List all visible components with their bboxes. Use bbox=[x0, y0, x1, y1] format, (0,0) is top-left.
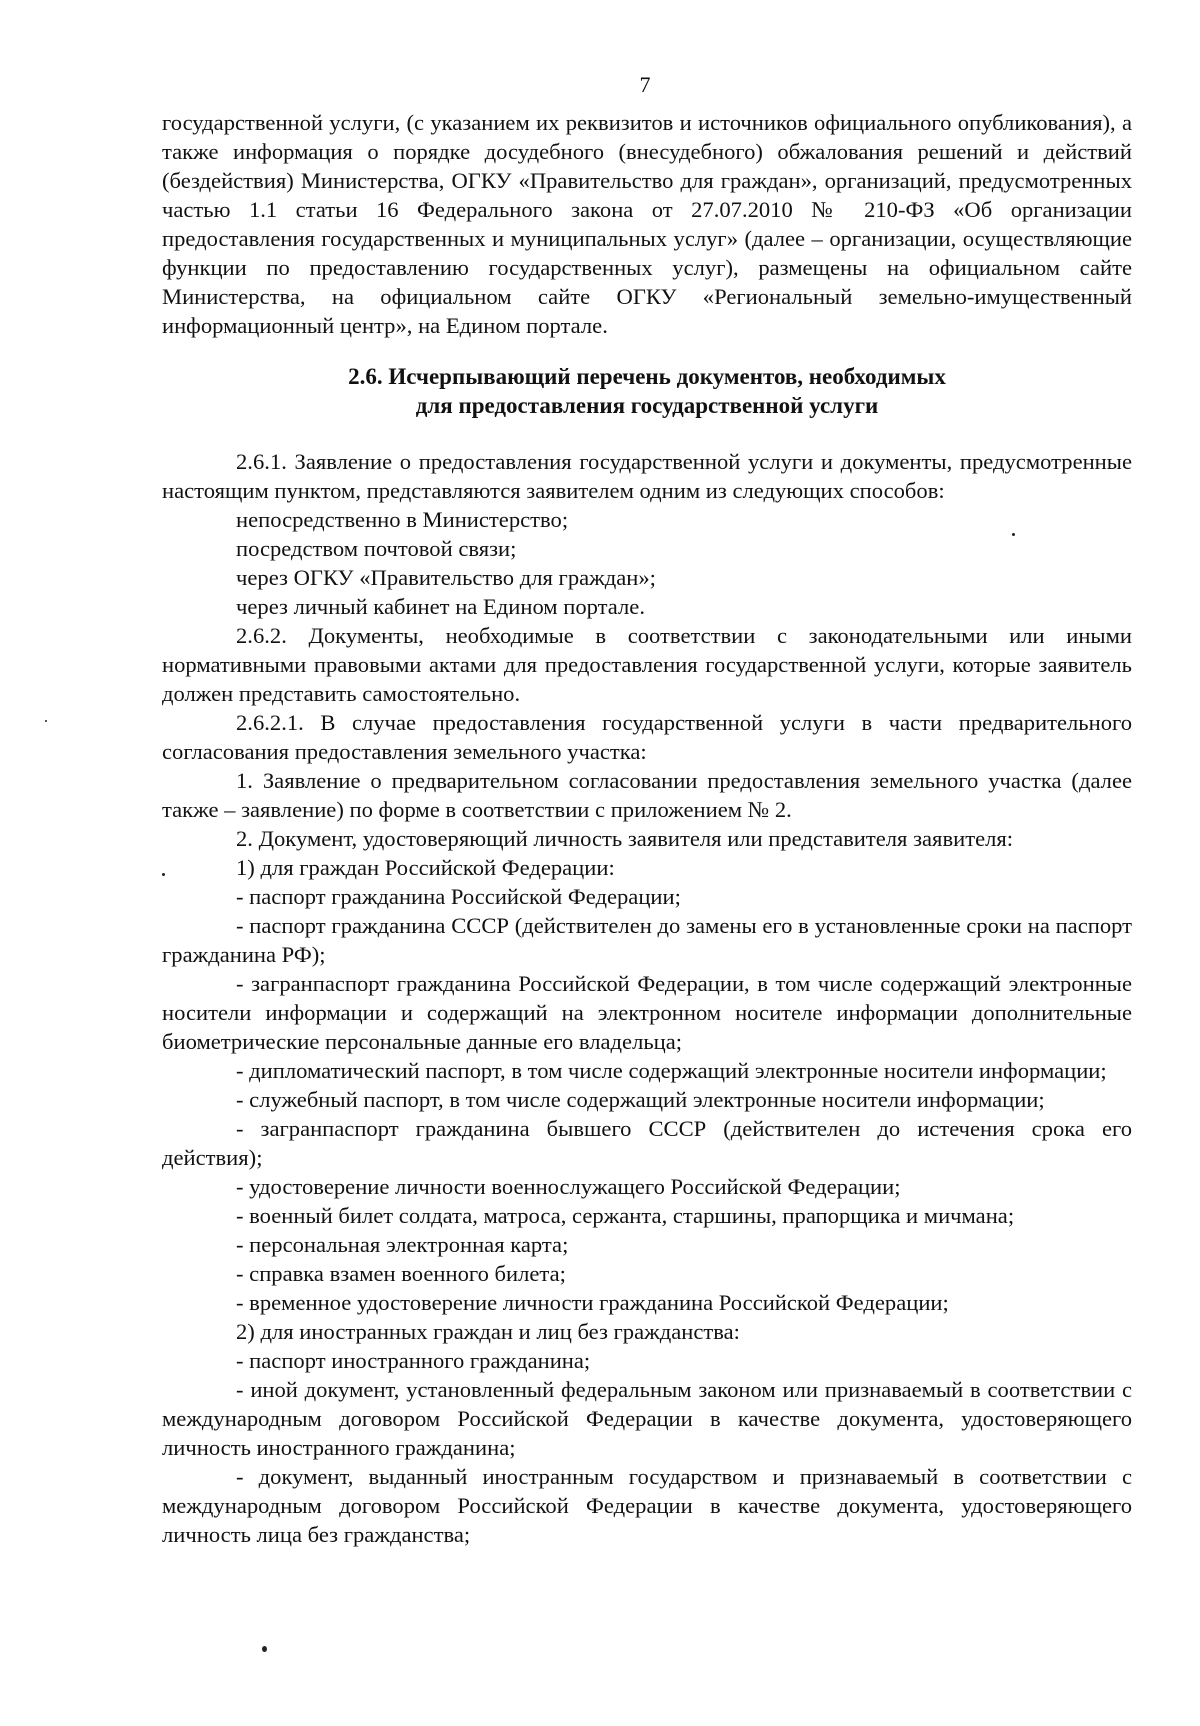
list-item: 2) для иностранных граждан и лиц без гражданства: bbox=[236, 1319, 740, 1344]
list-item: 1) для граждан Российской Федерации: bbox=[236, 855, 615, 880]
list-item: посредством почтовой связи; bbox=[236, 536, 517, 561]
paragraph-2-6-1: 2.6.1. Заявление о предоставления государственной услуги и документы, предусмотренные настоящим пунктом, представляются заявителем одним из следующих способов: bbox=[162, 449, 1132, 503]
list-item: - загранпаспорт гражданина Российской Федерации, в том числе содержащий электронные носители информации и содержащий на электронном носителе информации дополнительные биометрические персональные данные его владельца; bbox=[162, 971, 1132, 1054]
list-item: - персональная электронная карта; bbox=[236, 1232, 569, 1257]
section-heading-line-2: для предоставления государственной услуги bbox=[415, 393, 879, 418]
document-body bbox=[162, 108, 1132, 1549]
list-item: 1. Заявление о предварительном согласовании предоставления земельного участка (далее также – заявление) по форме в соответствии с приложением № 2. bbox=[162, 768, 1132, 822]
page-number: 7 bbox=[639, 72, 651, 97]
list-item: - дипломатический паспорт, в том числе содержащий электронные носители информации; bbox=[236, 1058, 1107, 1083]
list-item: - документ, выданный иностранным государством и признаваемый в соответствии с международным договором Российской Федерации в качестве документа, удостоверяющего личность лица без гражданства; bbox=[162, 1464, 1132, 1547]
list-item: - служебный паспорт, в том числе содержащий электронные носители информации; bbox=[236, 1087, 1045, 1112]
list-item: непосредственно в Министерство; bbox=[236, 507, 569, 532]
intro-paragraph: государственной услуги, (с указанием их реквизитов и источников официального опубликования), а также информация о порядке досудебного (внесудебного) обжалования решений и действий (бездействия) Министерства, ОГКУ «Правительство для граждан», организаций, предусмотренных частью 1.1 статьи 16 Федерального закона от 27.07.2010 № 210-ФЗ «Об организации предоставления государственных и муниципальных услуг» (далее – организации, осуществляющие функции по предоставлению государственных услуг), размещены на официальном сайте Министерства, на официальном сайте ОГКУ «Региональный земельно-имущественный информационный центр», на Едином портале. bbox=[162, 110, 1132, 338]
list-item: - паспорт гражданина СССР (действителен до замены его в установленные сроки на паспорт гражданина РФ); bbox=[162, 913, 1132, 967]
scan-speck bbox=[45, 720, 47, 722]
paragraph-2-6-2-1: 2.6.2.1. В случае предоставления государственной услуги в части предварительного согласования предоставления земельного участка: bbox=[162, 710, 1132, 764]
list-item: - паспорт гражданина Российской Федерации; bbox=[236, 884, 681, 909]
scan-speck bbox=[262, 1646, 267, 1652]
section-heading-line-1: 2.6. Исчерпывающий перечень документов, необходимых bbox=[348, 364, 946, 389]
list-item: - справка взамен военного билета; bbox=[236, 1261, 566, 1286]
scan-speck bbox=[1012, 533, 1015, 536]
scan-speck bbox=[162, 873, 165, 876]
section-heading bbox=[162, 362, 1132, 420]
list-item: - паспорт иностранного гражданина; bbox=[236, 1348, 591, 1373]
list-item: через ОГКУ «Правительство для граждан»; bbox=[236, 565, 656, 590]
list-item: - загранпаспорт гражданина бывшего СССР (действителен до истечения срока его действия); bbox=[162, 1116, 1132, 1170]
paragraph-2-6-2: 2.6.2. Документы, необходимые в соответствии с законодательными или иными нормативными правовыми актами для предоставления государственной услуги, которые заявитель должен представить самостоятельно. bbox=[162, 623, 1132, 706]
list-item: 2. Документ, удостоверяющий личность заявителя или представителя заявителя: bbox=[236, 826, 1014, 851]
list-item: - удостоверение личности военнослужащего Российской Федерации; bbox=[236, 1174, 901, 1199]
list-item: - иной документ, установленный федеральным законом или признаваемый в соответствии с международным договором Российской Федерации в качестве документа, удостоверяющего личность иностранного гражданина; bbox=[162, 1377, 1132, 1460]
list-item: - временное удостоверение личности гражданина Российской Федерации; bbox=[236, 1290, 949, 1315]
list-item: через личный кабинет на Едином портале. bbox=[236, 594, 645, 619]
list-item: - военный билет солдата, матроса, сержанта, старшины, прапорщика и мичмана; bbox=[236, 1203, 1015, 1228]
